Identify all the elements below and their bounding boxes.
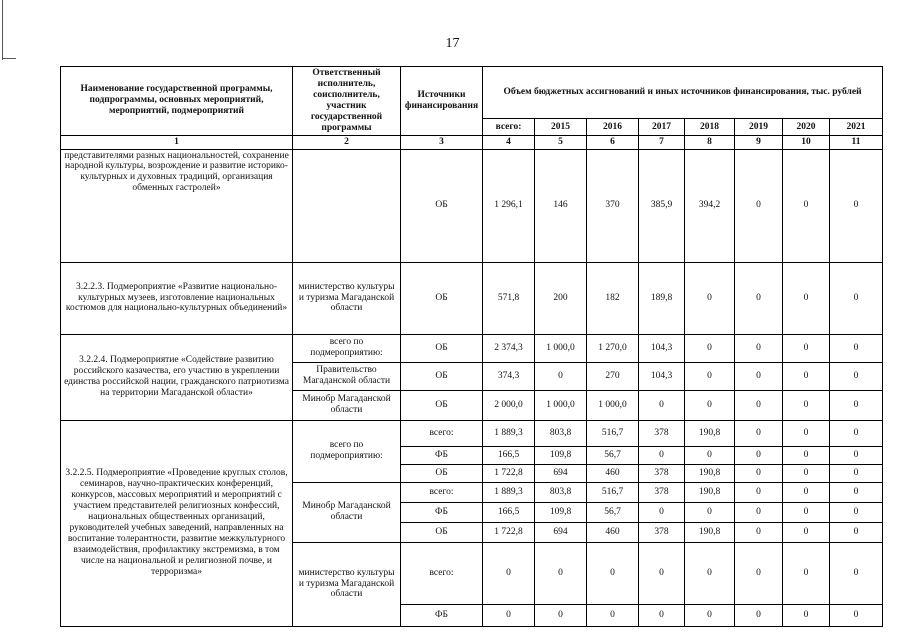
value-cell: 0 — [830, 149, 883, 262]
value-cell: 0 — [685, 502, 735, 522]
header-col-name: Наименование государственной программы, подпрограммы, основных мероприятий, мероприятий, подмероприятий — [61, 67, 293, 136]
value-cell: 0 — [535, 362, 587, 390]
value-cell: 0 — [735, 522, 783, 542]
value-cell: 0 — [783, 362, 830, 390]
value-cell: 0 — [830, 362, 883, 390]
value-cell: 1 722,8 — [483, 464, 535, 482]
value-cell: 803,8 — [535, 420, 587, 446]
header-year: 2018 — [685, 119, 735, 135]
value-cell: 182 — [587, 262, 639, 334]
value-cell: 385,9 — [639, 149, 685, 262]
measure-name: 3.2.2.4. Подмероприятие «Содействие развитию российского казачества, его участию в укреплении единства российской нации, гражданского патриотизма на территории Магаданской области» — [61, 334, 293, 420]
measure-name: 3.2.2.5. Подмероприятие «Проведение круглых столов, семинаров, научно-практических конференций, конкурсов, массовых мероприятий и мероприятий с участием представителей религиозных конфессий, национальных общественных организаций, руководителей учебных заведений, направленных на воспитание толерантности, развитие межкультурного взаимодействия, профилактику экстремизма, в том числе на национальной и религиозной почве, и терроризма» — [61, 420, 293, 626]
value-cell: 189,8 — [639, 262, 685, 334]
header-row — [61, 67, 883, 119]
value-cell: 0 — [735, 420, 783, 446]
value-cell: 0 — [735, 262, 783, 334]
value-cell: 0 — [783, 482, 830, 502]
value-cell: 803,8 — [535, 482, 587, 502]
value-cell: 0 — [830, 464, 883, 482]
table-row — [61, 420, 883, 446]
value-cell: 378 — [639, 420, 685, 446]
source-cell: ФБ — [401, 446, 483, 464]
value-cell: 190,8 — [685, 482, 735, 502]
table-row — [61, 334, 883, 362]
value-cell: 0 — [830, 420, 883, 446]
value-cell: 0 — [735, 362, 783, 390]
source-cell: ОБ — [401, 262, 483, 334]
value-cell: 516,7 — [587, 420, 639, 446]
source-cell: ОБ — [401, 522, 483, 542]
value-cell: 374,3 — [483, 362, 535, 390]
header-year: 2016 — [587, 119, 639, 135]
column-number: 8 — [685, 135, 735, 149]
value-cell: 0 — [587, 604, 639, 626]
value-cell: 0 — [685, 446, 735, 464]
header-year: 2015 — [535, 119, 587, 135]
measure-name: представителями разных национальностей, сохранение народной культуры, возрождение и развитие историко-культурных и духовных традиций, организация обменных гастролей» — [61, 149, 293, 262]
value-cell: 0 — [685, 334, 735, 362]
executor-cell: всего по подмероприятию: — [293, 334, 401, 362]
value-cell: 571,8 — [483, 262, 535, 334]
value-cell: 394,2 — [685, 149, 735, 262]
column-number: 2 — [293, 135, 401, 149]
value-cell: 2 374,3 — [483, 334, 535, 362]
value-cell: 0 — [783, 334, 830, 362]
column-number-row — [61, 135, 883, 149]
value-cell: 0 — [830, 522, 883, 542]
value-cell: 270 — [587, 362, 639, 390]
column-number: 11 — [830, 135, 883, 149]
source-cell: ФБ — [401, 502, 483, 522]
value-cell: 0 — [639, 390, 685, 420]
value-cell: 1 722,8 — [483, 522, 535, 542]
value-cell: 190,8 — [685, 464, 735, 482]
value-cell: 1 000,0 — [535, 390, 587, 420]
column-number: 5 — [535, 135, 587, 149]
source-cell: ОБ — [401, 390, 483, 420]
budget-table — [60, 66, 883, 627]
value-cell: 0 — [830, 604, 883, 626]
value-cell: 56,7 — [587, 502, 639, 522]
value-cell: 0 — [783, 542, 830, 604]
value-cell: 378 — [639, 522, 685, 542]
column-number: 7 — [639, 135, 685, 149]
source-cell: ОБ — [401, 334, 483, 362]
table-row — [61, 262, 883, 334]
value-cell: 516,7 — [587, 482, 639, 502]
value-cell: 109,8 — [535, 502, 587, 522]
value-cell: 0 — [783, 502, 830, 522]
value-cell: 0 — [735, 604, 783, 626]
value-cell: 0 — [830, 446, 883, 464]
value-cell: 0 — [639, 542, 685, 604]
value-cell: 0 — [685, 604, 735, 626]
value-cell: 200 — [535, 262, 587, 334]
header-year: 2021 — [830, 119, 883, 135]
value-cell: 1 000,0 — [587, 390, 639, 420]
value-cell: 1 296,1 — [483, 149, 535, 262]
value-cell: 0 — [639, 604, 685, 626]
value-cell: 694 — [535, 464, 587, 482]
value-cell: 460 — [587, 522, 639, 542]
value-cell: 0 — [735, 464, 783, 482]
value-cell: 0 — [735, 390, 783, 420]
value-cell: 0 — [830, 542, 883, 604]
value-cell: 0 — [783, 522, 830, 542]
header-year: 2019 — [735, 119, 783, 135]
value-cell: 0 — [830, 390, 883, 420]
value-cell: 0 — [639, 446, 685, 464]
value-cell: 0 — [685, 390, 735, 420]
column-number: 4 — [483, 135, 535, 149]
value-cell: 0 — [735, 482, 783, 502]
value-cell: 378 — [639, 464, 685, 482]
source-cell: всего: — [401, 482, 483, 502]
value-cell: 0 — [783, 149, 830, 262]
value-cell: 0 — [783, 420, 830, 446]
value-cell: 0 — [483, 604, 535, 626]
header-col-funding: Объем бюджетных ассигнований и иных источников финансирования, тыс. рублей — [483, 67, 883, 119]
value-cell: 1 889,3 — [483, 420, 535, 446]
value-cell: 166,5 — [483, 502, 535, 522]
value-cell: 0 — [735, 542, 783, 604]
header-col-source: Источники финансирования — [401, 67, 483, 136]
value-cell: 0 — [735, 502, 783, 522]
executor-cell: Правительство Магаданской области — [293, 362, 401, 390]
column-number: 3 — [401, 135, 483, 149]
executor-cell: министерство культуры и туризма Магаданской области — [293, 542, 401, 626]
column-number: 6 — [587, 135, 639, 149]
value-cell: 0 — [783, 390, 830, 420]
value-cell: 0 — [685, 262, 735, 334]
value-cell: 1 889,3 — [483, 482, 535, 502]
column-number: 10 — [783, 135, 830, 149]
value-cell: 109,8 — [535, 446, 587, 464]
value-cell: 1 000,0 — [535, 334, 587, 362]
value-cell: 694 — [535, 522, 587, 542]
scan-edge-tick — [2, 58, 16, 59]
table-row — [61, 149, 883, 262]
value-cell: 0 — [783, 604, 830, 626]
source-cell: ФБ — [401, 604, 483, 626]
source-cell: ОБ — [401, 362, 483, 390]
header-year: 2020 — [783, 119, 830, 135]
value-cell: 0 — [783, 446, 830, 464]
value-cell: 56,7 — [587, 446, 639, 464]
value-cell: 370 — [587, 149, 639, 262]
value-cell: 0 — [587, 542, 639, 604]
value-cell: 0 — [483, 542, 535, 604]
value-cell: 0 — [830, 482, 883, 502]
source-cell: ОБ — [401, 149, 483, 262]
value-cell: 0 — [735, 149, 783, 262]
value-cell: 104,3 — [639, 362, 685, 390]
executor-cell: министерство культуры и туризма Магаданской области — [293, 262, 401, 334]
source-cell: ОБ — [401, 464, 483, 482]
column-number: 9 — [735, 135, 783, 149]
value-cell: 0 — [685, 542, 735, 604]
value-cell: 0 — [535, 604, 587, 626]
value-cell: 2 000,0 — [483, 390, 535, 420]
value-cell: 460 — [587, 464, 639, 482]
value-cell: 0 — [830, 502, 883, 522]
value-cell: 0 — [783, 464, 830, 482]
value-cell: 0 — [735, 334, 783, 362]
value-cell: 104,3 — [639, 334, 685, 362]
value-cell: 1 270,0 — [587, 334, 639, 362]
value-cell: 166,5 — [483, 446, 535, 464]
executor-cell: Минобр Магаданской области — [293, 390, 401, 420]
value-cell: 0 — [639, 502, 685, 522]
executor-cell: Минобр Магаданской области — [293, 482, 401, 542]
executor-cell — [293, 149, 401, 262]
page-number: 17 — [445, 36, 460, 51]
value-cell: 190,8 — [685, 522, 735, 542]
value-cell: 378 — [639, 482, 685, 502]
column-number: 1 — [61, 135, 293, 149]
header-year: 2017 — [639, 119, 685, 135]
header-col-executor: Ответственный исполнитель, соисполнитель, участник государственной программы — [293, 67, 401, 136]
value-cell: 0 — [685, 362, 735, 390]
source-cell: всего: — [401, 542, 483, 604]
executor-cell: всего по подмероприятию: — [293, 420, 401, 482]
value-cell: 0 — [783, 262, 830, 334]
value-cell: 0 — [735, 446, 783, 464]
source-cell: всего: — [401, 420, 483, 446]
value-cell: 0 — [830, 262, 883, 334]
value-cell: 0 — [535, 542, 587, 604]
value-cell: 146 — [535, 149, 587, 262]
value-cell: 0 — [830, 334, 883, 362]
value-cell: 190,8 — [685, 420, 735, 446]
header-year: всего: — [483, 119, 535, 135]
measure-name: 3.2.2.3. Подмероприятие «Развитие национально-культурных музеев, изготовление национальных костюмов для национально-культурных объединений» — [61, 262, 293, 334]
